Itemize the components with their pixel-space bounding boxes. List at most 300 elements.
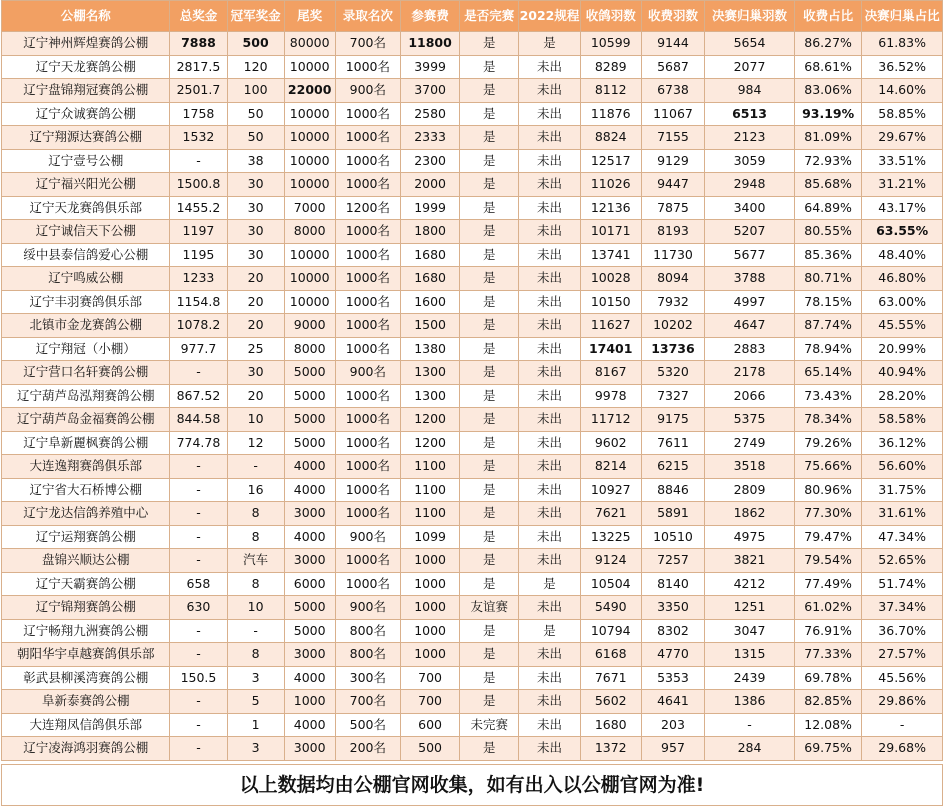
table-cell: 56.60% (862, 455, 943, 479)
table-cell: 4000 (284, 666, 335, 690)
table-cell: 是 (460, 361, 519, 385)
table-cell: 1233 (170, 267, 227, 291)
table-cell: 是 (460, 502, 519, 526)
loft-name-cell: 辽宁运翔赛鸽公棚 (2, 525, 170, 549)
table-cell: 10000 (284, 102, 335, 126)
table-cell: 10000 (284, 149, 335, 173)
table-cell: 10000 (284, 126, 335, 150)
table-cell: 1000名 (335, 337, 400, 361)
loft-name-cell: 辽宁阜新麗枫赛鸽公棚 (2, 431, 170, 455)
table-cell: 2123 (705, 126, 795, 150)
table-cell: 11712 (580, 408, 641, 432)
table-cell: 120 (227, 55, 284, 79)
table-cell: 8214 (580, 455, 641, 479)
table-row (2, 408, 943, 432)
table-cell: 5000 (284, 619, 335, 643)
table-cell: 85.36% (794, 243, 861, 267)
table-cell: 78.34% (794, 408, 861, 432)
table-cell: 844.58 (170, 408, 227, 432)
table-cell: 9124 (580, 549, 641, 573)
table-cell: 友谊赛 (460, 596, 519, 620)
loft-name-cell: 辽宁省大石桥博公棚 (2, 478, 170, 502)
table-row (2, 596, 943, 620)
column-header: 冠军奖金 (227, 1, 284, 32)
table-cell: 1200 (401, 431, 460, 455)
table-cell: - (705, 713, 795, 737)
table-row (2, 267, 943, 291)
table-cell: 12517 (580, 149, 641, 173)
table-cell: 2077 (705, 55, 795, 79)
table-cell: 13736 (641, 337, 704, 361)
table-cell: 20.99% (862, 337, 943, 361)
table-cell: 7257 (641, 549, 704, 573)
table-cell: 1197 (170, 220, 227, 244)
table-cell: - (170, 502, 227, 526)
table-cell: 未出 (519, 690, 580, 714)
table-cell: 5000 (284, 361, 335, 385)
table-cell: 93.19% (794, 102, 861, 126)
table-cell: 87.74% (794, 314, 861, 338)
table-cell: 8094 (641, 267, 704, 291)
loft-name-cell: 辽宁龙达信鸽养殖中心 (2, 502, 170, 526)
table-cell: 20 (227, 290, 284, 314)
table-cell: 10 (227, 596, 284, 620)
table-cell: 10 (227, 408, 284, 432)
table-cell: 79.54% (794, 549, 861, 573)
table-cell: - (862, 713, 943, 737)
table-cell: 22000 (284, 79, 335, 103)
table-cell: - (170, 690, 227, 714)
table-cell: 未出 (519, 643, 580, 667)
table-cell: - (170, 619, 227, 643)
loft-name-cell: 辽宁壹号公棚 (2, 149, 170, 173)
table-cell: - (227, 619, 284, 643)
table-cell: 14.60% (862, 79, 943, 103)
column-header: 尾奖 (284, 1, 335, 32)
loft-name-cell: 绥中县泰信鸽爱心公棚 (2, 243, 170, 267)
table-cell: 是 (460, 173, 519, 197)
table-cell: 4000 (284, 525, 335, 549)
table-row (2, 173, 943, 197)
table-cell: 6215 (641, 455, 704, 479)
column-header: 收费占比 (794, 1, 861, 32)
table-cell: 16 (227, 478, 284, 502)
table-cell: 是 (460, 572, 519, 596)
table-cell: 未出 (519, 102, 580, 126)
table-cell: 30 (227, 361, 284, 385)
table-cell: 68.61% (794, 55, 861, 79)
table-cell: 是 (460, 525, 519, 549)
table-cell: 是 (460, 431, 519, 455)
table-cell: 3000 (284, 737, 335, 761)
table-cell: 29.68% (862, 737, 943, 761)
table-cell: 4997 (705, 290, 795, 314)
table-cell: 500 (227, 32, 284, 56)
loft-name-cell: 辽宁众诚赛鸽公棚 (2, 102, 170, 126)
table-cell: - (170, 525, 227, 549)
table-cell: 47.34% (862, 525, 943, 549)
table-cell: 11627 (580, 314, 641, 338)
table-cell: 8000 (284, 337, 335, 361)
table-cell: 1000名 (335, 502, 400, 526)
loft-name-cell: 辽宁葫芦岛泓翔赛鸽公棚 (2, 384, 170, 408)
table-cell: 658 (170, 572, 227, 596)
table-cell: 未出 (519, 243, 580, 267)
table-cell: 5891 (641, 502, 704, 526)
table-cell: 63.00% (862, 290, 943, 314)
loft-name-cell: 辽宁锦翔赛鸽公棚 (2, 596, 170, 620)
table-cell: 2333 (401, 126, 460, 150)
table-cell: 33.51% (862, 149, 943, 173)
table-cell: 未出 (519, 455, 580, 479)
table-cell: 800名 (335, 619, 400, 643)
table-cell: 1000 (401, 549, 460, 573)
table-row (2, 290, 943, 314)
table-cell: 1532 (170, 126, 227, 150)
table-cell: 700名 (335, 690, 400, 714)
table-cell: 10171 (580, 220, 641, 244)
table-cell: 2948 (705, 173, 795, 197)
table-cell: 81.09% (794, 126, 861, 150)
table-cell: 40.94% (862, 361, 943, 385)
table-cell: 17401 (580, 337, 641, 361)
table-cell: 600 (401, 713, 460, 737)
table-row (2, 220, 943, 244)
loft-name-cell: 辽宁诚信天下公棚 (2, 220, 170, 244)
table-cell: 78.94% (794, 337, 861, 361)
table-cell: 3000 (284, 643, 335, 667)
loft-name-cell: 阜新泰赛鸽公棚 (2, 690, 170, 714)
table-cell: 是 (460, 666, 519, 690)
table-cell: 2501.7 (170, 79, 227, 103)
table-cell: 未出 (519, 196, 580, 220)
table-cell: 1000 (284, 690, 335, 714)
table-cell: 未完赛 (460, 713, 519, 737)
table-cell: 2749 (705, 431, 795, 455)
table-row (2, 737, 943, 761)
table-cell: 是 (460, 32, 519, 56)
table-cell: 800名 (335, 643, 400, 667)
table-cell: 85.68% (794, 173, 861, 197)
table-cell: 1 (227, 713, 284, 737)
table-cell: 7155 (641, 126, 704, 150)
table-cell: 1862 (705, 502, 795, 526)
table-cell: 6000 (284, 572, 335, 596)
table-cell: 8112 (580, 79, 641, 103)
table-row (2, 572, 943, 596)
table-cell: 58.85% (862, 102, 943, 126)
loft-name-cell: 辽宁凌海鸿羽赛鸽公棚 (2, 737, 170, 761)
table-cell: 48.40% (862, 243, 943, 267)
table-cell: 未出 (519, 337, 580, 361)
table-cell: 未出 (519, 431, 580, 455)
table-cell: 64.89% (794, 196, 861, 220)
table-cell: 1300 (401, 361, 460, 385)
table-cell: 9129 (641, 149, 704, 173)
table-cell: 80.96% (794, 478, 861, 502)
table-cell: 未出 (519, 361, 580, 385)
table-cell: 2178 (705, 361, 795, 385)
table-cell: 500 (401, 737, 460, 761)
loft-name-cell: 辽宁丰羽赛鸽俱乐部 (2, 290, 170, 314)
table-cell: 未出 (519, 149, 580, 173)
table-cell: 未出 (519, 596, 580, 620)
table-cell: 1999 (401, 196, 460, 220)
table-cell: 867.52 (170, 384, 227, 408)
table-cell: 52.65% (862, 549, 943, 573)
table-cell: 9175 (641, 408, 704, 432)
table-body (2, 32, 943, 761)
table-cell: 61.83% (862, 32, 943, 56)
table-cell: 是 (460, 408, 519, 432)
table-cell: 是 (460, 79, 519, 103)
table-cell: 51.74% (862, 572, 943, 596)
table-cell: 5375 (705, 408, 795, 432)
table-cell: 3047 (705, 619, 795, 643)
table-cell: 13225 (580, 525, 641, 549)
table-cell: 1680 (401, 267, 460, 291)
table-cell: 12.08% (794, 713, 861, 737)
table-cell: 2883 (705, 337, 795, 361)
table-cell: 12 (227, 431, 284, 455)
table-row (2, 102, 943, 126)
table-cell: 1500 (401, 314, 460, 338)
table-cell: 3059 (705, 149, 795, 173)
loft-name-cell: 辽宁翔源达赛鸽公棚 (2, 126, 170, 150)
table-cell: 5353 (641, 666, 704, 690)
table-cell: 8 (227, 502, 284, 526)
table-cell: 1000名 (335, 290, 400, 314)
table-cell: 1000名 (335, 549, 400, 573)
table-cell: 1000名 (335, 408, 400, 432)
table-cell: 1100 (401, 502, 460, 526)
table-cell: 1300 (401, 384, 460, 408)
table-row (2, 643, 943, 667)
table-row (2, 690, 943, 714)
table-row (2, 196, 943, 220)
table-cell: 1000名 (335, 455, 400, 479)
table-cell: 10028 (580, 267, 641, 291)
table-cell: 31.61% (862, 502, 943, 526)
table-cell: 未出 (519, 666, 580, 690)
table-cell: 5677 (705, 243, 795, 267)
table-row (2, 55, 943, 79)
table-cell: 是 (460, 337, 519, 361)
table-cell: 9978 (580, 384, 641, 408)
loft-name-cell: 辽宁天霸赛鸽公棚 (2, 572, 170, 596)
table-cell: 未出 (519, 737, 580, 761)
table-cell: 8 (227, 572, 284, 596)
table-cell: 1200 (401, 408, 460, 432)
table-cell: 7932 (641, 290, 704, 314)
table-cell: 10510 (641, 525, 704, 549)
table-cell: 61.02% (794, 596, 861, 620)
table-cell: 10504 (580, 572, 641, 596)
table-cell: 10150 (580, 290, 641, 314)
loft-name-cell: 辽宁营口名轩赛鸽公棚 (2, 361, 170, 385)
table-cell: 500名 (335, 713, 400, 737)
column-header: 公棚名称 (2, 1, 170, 32)
table-cell: 3 (227, 737, 284, 761)
table-cell: 10794 (580, 619, 641, 643)
table-cell: 9144 (641, 32, 704, 56)
table-cell: 75.66% (794, 455, 861, 479)
table-cell: 28.20% (862, 384, 943, 408)
table-cell: 1078.2 (170, 314, 227, 338)
loft-name-cell: 辽宁福兴阳光公棚 (2, 173, 170, 197)
table-cell: 83.06% (794, 79, 861, 103)
table-cell: 80.55% (794, 220, 861, 244)
table-cell: 11026 (580, 173, 641, 197)
table-cell: 8846 (641, 478, 704, 502)
table-cell: 900名 (335, 79, 400, 103)
table-cell: 是 (519, 619, 580, 643)
table-row (2, 713, 943, 737)
loft-name-cell: 辽宁翔冠（小棚） (2, 337, 170, 361)
table-row (2, 666, 943, 690)
table-cell: 未出 (519, 220, 580, 244)
table-cell: 1000名 (335, 384, 400, 408)
table-cell: 3400 (705, 196, 795, 220)
table-cell: 1000 (401, 643, 460, 667)
table-cell: 29.67% (862, 126, 943, 150)
table-cell: 72.93% (794, 149, 861, 173)
table-header-row (2, 1, 943, 32)
table-cell: 69.78% (794, 666, 861, 690)
table-cell: 1000名 (335, 55, 400, 79)
table-cell: 7327 (641, 384, 704, 408)
table-row (2, 149, 943, 173)
loft-name-cell: 辽宁天龙赛鸽俱乐部 (2, 196, 170, 220)
table-cell: 1000名 (335, 149, 400, 173)
table-cell: 79.47% (794, 525, 861, 549)
table-cell: 1099 (401, 525, 460, 549)
table-cell: 200名 (335, 737, 400, 761)
table-cell: 5000 (284, 408, 335, 432)
table-cell: 5490 (580, 596, 641, 620)
table-row (2, 525, 943, 549)
table-cell: 未出 (519, 549, 580, 573)
table-cell: 是 (460, 737, 519, 761)
column-header: 参赛费 (401, 1, 460, 32)
table-cell: 是 (460, 290, 519, 314)
table-cell: 7000 (284, 196, 335, 220)
table-cell: 1000名 (335, 267, 400, 291)
table-cell: 1758 (170, 102, 227, 126)
table-cell: 8 (227, 525, 284, 549)
table-row (2, 431, 943, 455)
table-cell: 2300 (401, 149, 460, 173)
column-header: 收费羽数 (641, 1, 704, 32)
table-cell: 1800 (401, 220, 460, 244)
table-cell: 7875 (641, 196, 704, 220)
table-cell: 31.21% (862, 173, 943, 197)
loft-name-cell: 朝阳华宇卓越赛鸽俱乐部 (2, 643, 170, 667)
loft-name-cell: 辽宁盘锦翔冠赛鸽公棚 (2, 79, 170, 103)
table-cell: 4975 (705, 525, 795, 549)
table-cell: 3700 (401, 79, 460, 103)
table-cell: 1000 (401, 596, 460, 620)
table-cell: - (170, 455, 227, 479)
table-cell: 58.58% (862, 408, 943, 432)
table-cell: 8 (227, 643, 284, 667)
table-cell: 未出 (519, 290, 580, 314)
table-cell: 700名 (335, 32, 400, 56)
table-cell: 是 (519, 572, 580, 596)
table-cell: 284 (705, 737, 795, 761)
table-cell: 1600 (401, 290, 460, 314)
table-cell: 是 (460, 478, 519, 502)
table-cell: 未出 (519, 173, 580, 197)
table-cell: 是 (460, 384, 519, 408)
loft-name-cell: 辽宁鸣威公棚 (2, 267, 170, 291)
table-cell: 10000 (284, 267, 335, 291)
table-row (2, 337, 943, 361)
table-cell: 13741 (580, 243, 641, 267)
table-cell: 6168 (580, 643, 641, 667)
table-cell: - (170, 713, 227, 737)
table-cell: 5 (227, 690, 284, 714)
table-cell: 1000名 (335, 102, 400, 126)
table-cell: 3000 (284, 549, 335, 573)
table-cell: 4641 (641, 690, 704, 714)
table-cell: 4000 (284, 713, 335, 737)
table-cell: 7621 (580, 502, 641, 526)
table-row (2, 126, 943, 150)
table-cell: 未出 (519, 314, 580, 338)
table-cell: 5000 (284, 596, 335, 620)
table-cell: 700 (401, 666, 460, 690)
table-cell: 11876 (580, 102, 641, 126)
table-cell: 6738 (641, 79, 704, 103)
table-cell: 3518 (705, 455, 795, 479)
table-cell: 10599 (580, 32, 641, 56)
column-header: 录取名次 (335, 1, 400, 32)
table-cell: 31.75% (862, 478, 943, 502)
table-cell: 76.91% (794, 619, 861, 643)
table-cell: 10000 (284, 173, 335, 197)
table-cell: 汽车 (227, 549, 284, 573)
table-cell: 45.55% (862, 314, 943, 338)
table-cell: 20 (227, 314, 284, 338)
table-row (2, 478, 943, 502)
table-cell: 5654 (705, 32, 795, 56)
table-cell: 12136 (580, 196, 641, 220)
table-cell: 1000名 (335, 173, 400, 197)
table-cell: 2439 (705, 666, 795, 690)
table-cell: 未出 (519, 79, 580, 103)
table-cell: 未出 (519, 126, 580, 150)
table-cell: 8167 (580, 361, 641, 385)
table-cell: 7671 (580, 666, 641, 690)
table-row (2, 243, 943, 267)
table-cell: 300名 (335, 666, 400, 690)
table-cell: 43.17% (862, 196, 943, 220)
table-cell: 900名 (335, 361, 400, 385)
table-cell: 30 (227, 173, 284, 197)
table-cell: 4770 (641, 643, 704, 667)
table-cell: 50 (227, 126, 284, 150)
loft-name-cell: 盘锦兴顺达公棚 (2, 549, 170, 573)
table-cell: 1680 (401, 243, 460, 267)
table-cell: 203 (641, 713, 704, 737)
table-cell: 5320 (641, 361, 704, 385)
table-cell: 984 (705, 79, 795, 103)
table-cell: 未出 (519, 384, 580, 408)
table-cell: 1251 (705, 596, 795, 620)
table-cell: - (170, 361, 227, 385)
table-cell: 5687 (641, 55, 704, 79)
